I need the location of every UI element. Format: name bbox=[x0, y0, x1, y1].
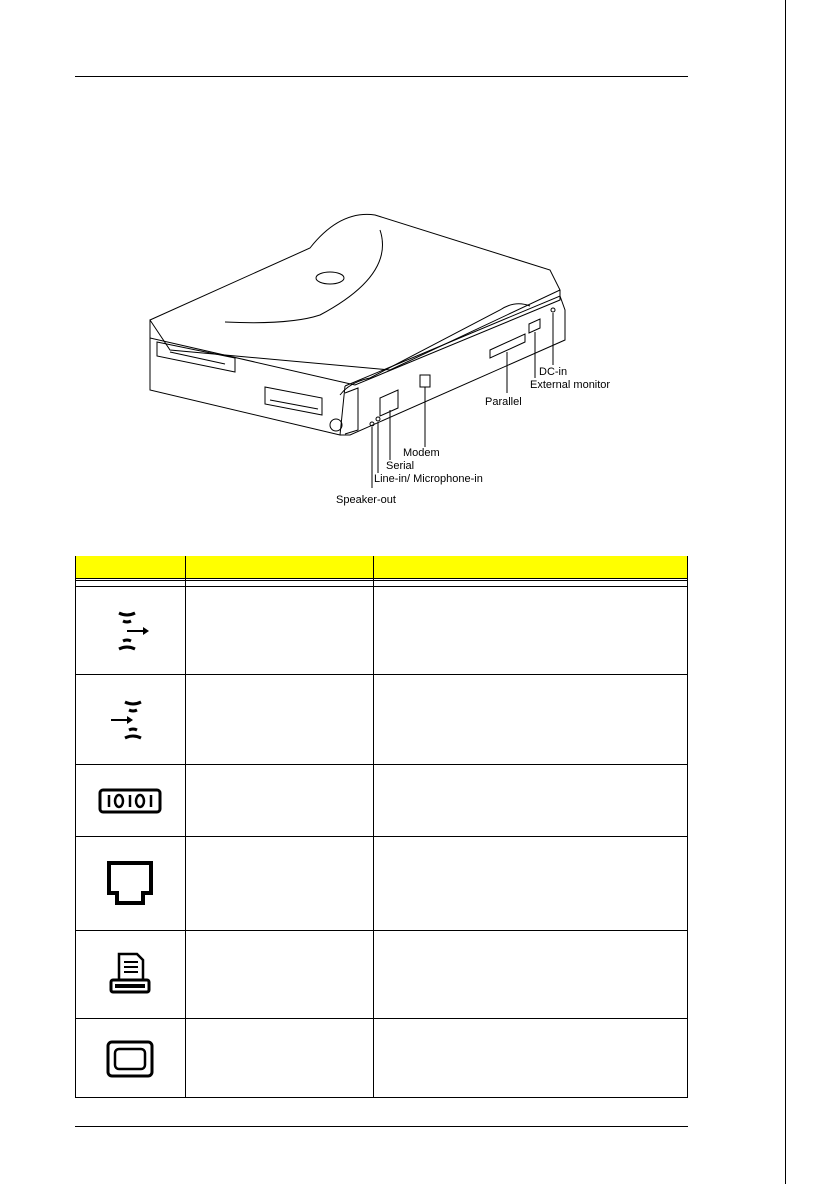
icon-cell bbox=[75, 675, 185, 764]
header-double-rule bbox=[75, 580, 688, 581]
table-border-bottom bbox=[75, 1097, 688, 1098]
monitor-icon bbox=[105, 1039, 155, 1079]
line-in-icon bbox=[105, 692, 155, 748]
table-row bbox=[75, 764, 688, 836]
port-name bbox=[185, 587, 373, 599]
margin-line bbox=[785, 0, 786, 1184]
table-border-right bbox=[687, 556, 688, 1098]
callout-modem: Modem bbox=[403, 447, 440, 459]
callout-dc-in: DC-in bbox=[539, 366, 568, 378]
port-name bbox=[185, 765, 373, 777]
port-description bbox=[373, 765, 688, 777]
icon-cell bbox=[75, 765, 185, 836]
table-row bbox=[75, 586, 688, 674]
table-border-left bbox=[75, 556, 76, 1098]
header-rule bbox=[75, 76, 688, 77]
printer-icon bbox=[105, 950, 155, 1000]
port-description bbox=[373, 1019, 688, 1031]
callout-speaker-out: Speaker-out bbox=[336, 494, 396, 506]
table-row bbox=[75, 836, 688, 930]
column-divider bbox=[185, 556, 186, 1098]
speaker-out-icon bbox=[105, 603, 155, 659]
icon-cell bbox=[75, 837, 185, 930]
callout-serial: Serial bbox=[386, 460, 415, 472]
footer-rule bbox=[75, 1126, 688, 1127]
port-description bbox=[373, 675, 688, 687]
port-name bbox=[185, 931, 373, 943]
port-description bbox=[373, 837, 688, 849]
icon-cell bbox=[75, 587, 185, 674]
icon-cell bbox=[75, 931, 185, 1018]
notebook-drawing bbox=[140, 200, 640, 520]
ports-table bbox=[75, 556, 688, 1098]
table-row bbox=[75, 674, 688, 764]
serial-port-icon bbox=[97, 785, 163, 817]
notebook-rear-panel-illustration bbox=[140, 200, 640, 520]
table-body bbox=[75, 578, 688, 1098]
port-name bbox=[185, 675, 373, 687]
port-description bbox=[373, 931, 688, 943]
table-row bbox=[75, 930, 688, 1018]
icon-cell bbox=[75, 1019, 185, 1098]
column-divider bbox=[373, 556, 374, 1098]
header-port bbox=[185, 556, 373, 578]
header-icon bbox=[75, 556, 185, 578]
port-name bbox=[185, 1019, 373, 1031]
modem-jack-icon bbox=[103, 859, 157, 909]
callout-external-monitor: External monitor bbox=[530, 379, 611, 391]
port-description bbox=[373, 587, 688, 599]
header-description bbox=[373, 556, 688, 578]
callout-parallel: Parallel bbox=[485, 396, 522, 408]
callout-line-in: Line-in/ Microphone-in bbox=[374, 473, 483, 485]
table-header bbox=[75, 556, 688, 579]
port-name bbox=[185, 837, 373, 849]
table-row bbox=[75, 1018, 688, 1098]
